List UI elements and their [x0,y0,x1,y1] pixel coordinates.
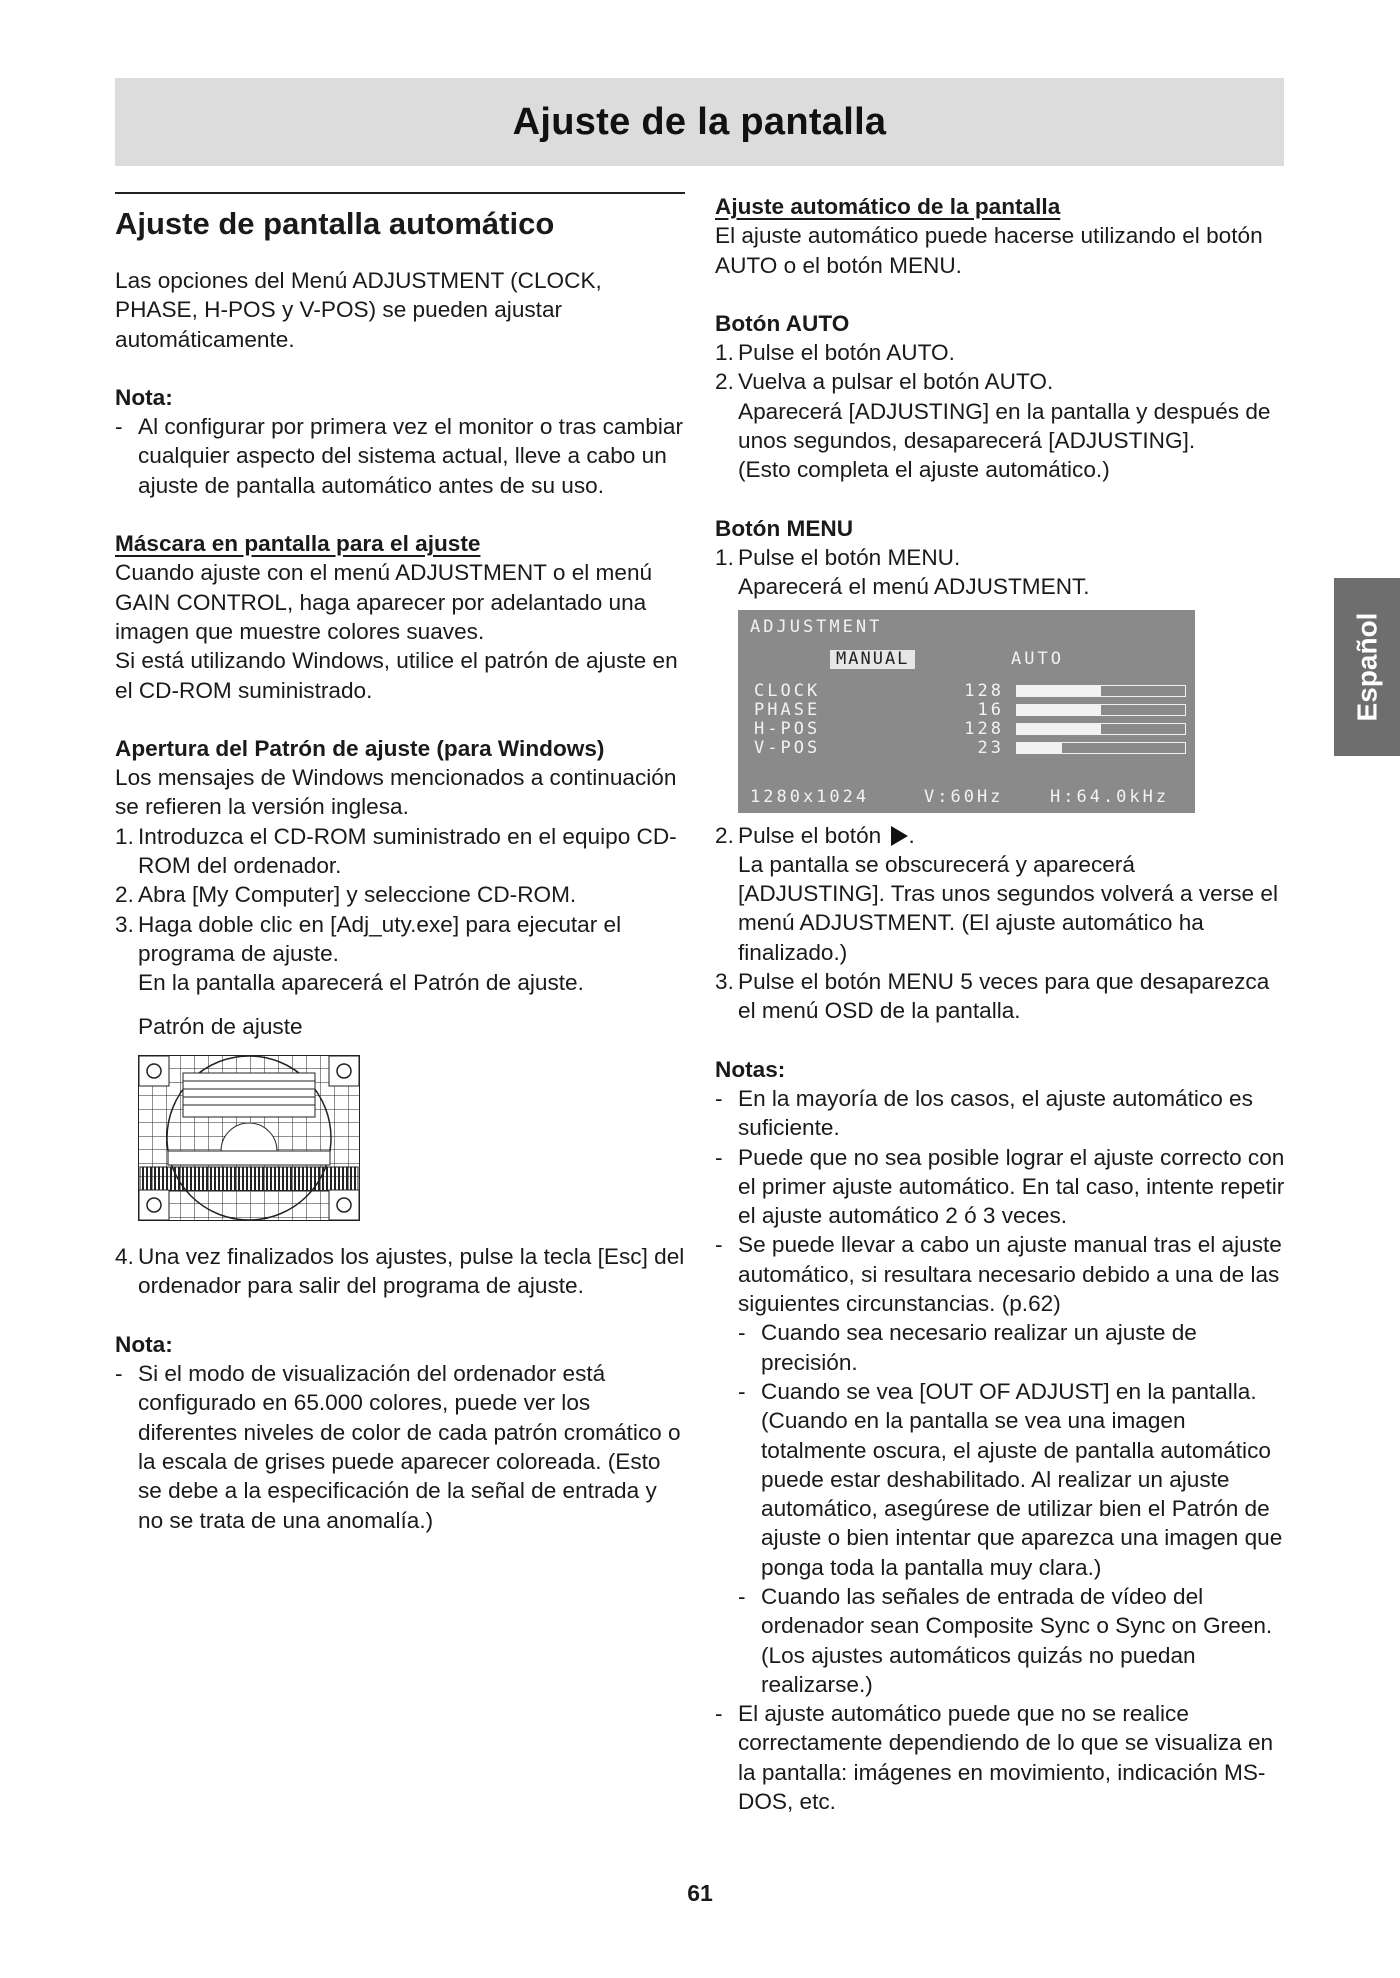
language-tab-label: Español [1351,612,1383,722]
step-item: 3. Pulse el botón MENU 5 veces para que desaparezca el menú OSD de la pantalla. [715,969,1270,1024]
osd-manual-option: MANUAL [830,650,915,669]
menu-button-heading: Botón MENU [715,515,854,541]
mask-text: Cuando ajuste con el menú ADJUSTMENT o el menú GAIN CONTROL, haga aparecer por adelantado una imagen que muestre colores suaves. [115,560,653,644]
page-header-banner [115,78,1284,166]
osd-level-bar [1016,704,1186,716]
note-item: - Puede que no sea posible lograr el ajuste correcto con el primer ajuste automático. En tal caso, intente repetir el ajuste automático 2 ó 3 veces. [715,1144,1285,1229]
section-title: Ajuste de pantalla automático [115,192,685,244]
step-item: 4. Una vez finalizados los ajustes, pulse la tecla [Esc] del ordenador para salir del programa de ajuste. [115,1244,685,1299]
note-subitem: - Cuando sea necesario realizar un ajuste de precisión. [738,1320,1197,1375]
auto-adjust-intro: El ajuste automático puede hacerse utilizando el botón AUTO o el botón MENU. [715,223,1263,278]
open-pattern-heading: Apertura del Patrón de ajuste (para Windows) [115,735,605,761]
step-item: 1. Introduzca el CD-ROM suministrado en el equipo CD-ROM del ordenador. [115,823,677,879]
osd-level-bar [1016,685,1186,697]
step-extra: (Esto completa el ajuste automático.) [738,457,1110,483]
step-extra: Aparecerá [ADJUSTING] en la pantalla y después de unos segundos, desaparecerá [ADJUSTING]. [738,398,1271,454]
step-extra: Aparecerá el menú ADJUSTMENT. [738,574,1090,600]
auto-adjust-heading: Ajuste automático de la pantalla [715,194,1061,219]
osd-title: ADJUSTMENT [750,616,883,637]
adjustment-pattern-image [138,1055,360,1221]
step-item: 2. Pulse el botón . [715,822,915,848]
note-item: - En la mayoría de los casos, el ajuste automático es suficiente. [715,1085,1253,1141]
osd-row-clock: CLOCK 128 [754,682,1184,701]
note-heading: Nota: [115,384,173,410]
step-item: 2. Abra [My Computer] y seleccione CD-ROM. [115,882,577,908]
notes-heading: Notas: [715,1056,786,1082]
note-item: - Si el modo de visualización del ordenador está configurado en 65.000 colores, puede ver los diferentes niveles de color de cada patrón cromático o la escala de grises puede aparecer coloreada. (Esto se debe a la especificación de la señal de entrada y no se trata de una anomalía.) [115,1361,681,1533]
osd-row-vpos: V-POS 23 [754,739,1184,758]
auto-button-heading: Botón AUTO [715,310,850,336]
note-item: - Se puede llevar a cabo un ajuste manual tras el ajuste automático, si resultara necesario debido a una de las siguientes circunstancias. (p.62) [715,1232,1282,1317]
mask-heading: Máscara en pantalla para el ajuste [115,531,481,557]
osd-auto-option: AUTO [1011,648,1064,669]
osd-level-bar [1016,723,1186,735]
osd-row-phase: PHASE 16 [754,701,1184,720]
note-item: - El ajuste automático puede que no se realice correctamente dependiendo de lo que se visualiza en la pantalla: imágenes en movimiento, indicación MS-DOS, etc. [715,1701,1274,1815]
osd-level-bar [1016,742,1186,754]
note-subitem: - Cuando las señales de entrada de vídeo del ordenador sean Composite Sync o Sync on Green. (Los ajustes automáticos quizás no puedan realizarse.) [738,1583,1273,1697]
page-number: 61 [687,1880,713,1906]
open-pattern-intro: Los mensajes de Windows mencionados a continuación se refieren la versión inglesa. [115,765,677,820]
note-item: - Al configurar por primera vez el monitor o tras cambiar cualquier aspecto del sistema actual, lleve a cabo un ajuste de pantalla automático antes de su uso. [115,414,683,498]
step-item: 2. Vuelva a pulsar el botón AUTO. [715,369,1054,395]
right-column [715,192,1287,1816]
page-title: Ajuste de la pantalla [512,100,887,143]
step-item: 1. Pulse el botón MENU. [715,544,961,570]
note-subitem: - Cuando se vea [OUT OF ADJUST] en la pantalla. (Cuando en la pantalla se vea una imagen totalmente oscura, el ajuste de pantalla automático puede estar deshabilitado. Al realizar un ajuste automático, asegúrese de utilizar bien el Patrón de ajuste o bien intentar que aparezca una imagen que ponga toda la pantalla muy clara.) [738,1378,1283,1580]
osd-hfreq: H:64.0kHz [1050,786,1170,807]
step-item: 3. Haga doble clic en [Adj_uty.exe] para ejecutar el programa de ajuste. [115,911,622,966]
step-extra: En la pantalla aparecerá el Patrón de ajuste. [138,970,584,996]
note-heading: Nota: [115,1331,173,1357]
mask-text-windows: Si está utilizando Windows, utilice el patrón de ajuste en el CD-ROM suministrado. [115,648,678,703]
osd-adjustment-menu [738,610,1195,813]
right-arrow-icon [891,826,908,846]
osd-resolution: 1280x1024 [750,786,870,807]
step-item: 1. Pulse el botón AUTO. [715,340,955,366]
osd-vfreq: V:60Hz [924,786,1004,807]
language-tab [1334,578,1400,756]
left-column [115,192,685,1535]
step-extra: La pantalla se obscurecerá y aparecerá [ADJUSTING]. Tras unos segundos volverá a verse el menú ADJUSTMENT. (El ajuste automático ha finalizado.) [738,851,1278,965]
pattern-label: Patrón de ajuste [138,1013,303,1039]
intro-text: Las opciones del Menú ADJUSTMENT (CLOCK, PHASE, H-POS y V-POS) se pueden ajustar automáticamente. [115,268,602,352]
osd-row-hpos: H-POS 128 [754,720,1184,739]
